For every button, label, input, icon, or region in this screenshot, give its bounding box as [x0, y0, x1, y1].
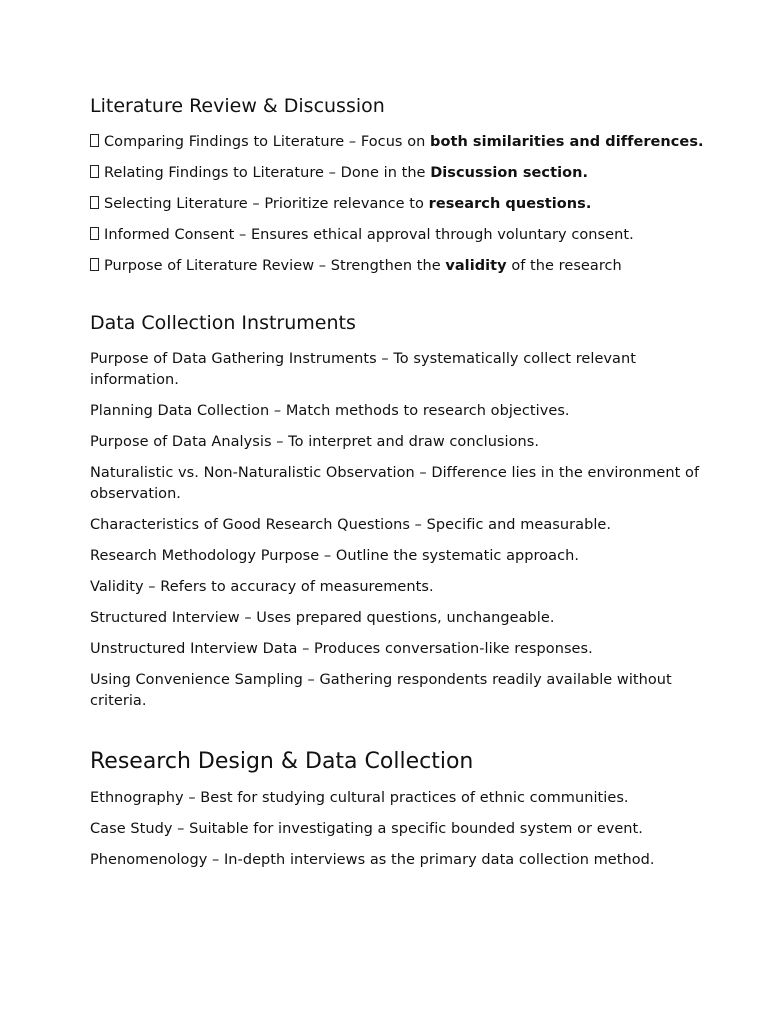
literature-item: [90, 194, 708, 215]
literature-item: [90, 256, 708, 277]
design-item: Phenomenology – In-depth interviews as the primary data collection method.: [90, 852, 655, 868]
instrument-item: Validity – Refers to accuracy of measurements.: [90, 579, 434, 595]
literature-item: [90, 163, 708, 184]
section-heading-research-design: Research Design & Data Collection: [90, 749, 474, 774]
instrument-item: Purpose of Data Gathering Instruments – To systematically collect relevant information.: [90, 351, 636, 388]
instrument-item: Purpose of Data Analysis – To interpret and draw conclusions.: [90, 434, 540, 450]
research-design-section: [90, 748, 708, 871]
literature-item: [90, 132, 708, 153]
literature-item: [90, 225, 708, 246]
literature-item-text: Informed Consent – Ensures ethical approval through voluntary consent.: [104, 227, 634, 243]
literature-item-emphasis: validity: [445, 258, 507, 274]
instrument-item: Unstructured Interview Data – Produces conversation-like responses.: [90, 641, 593, 657]
data-collection-instruments-section: [90, 311, 708, 712]
literature-item-text: Purpose of Literature Review – Strengthen the: [104, 258, 446, 274]
literature-item-text: Relating Findings to Literature – Done in the: [104, 165, 431, 181]
literature-item-emphasis: Discussion section.: [430, 165, 589, 181]
missing-glyph-icon: [90, 258, 99, 271]
literature-item-text: Selecting Literature – Prioritize relevance to: [104, 196, 429, 212]
instrument-item: Structured Interview – Uses prepared questions, unchangeable.: [90, 610, 555, 626]
missing-glyph-icon: [90, 196, 99, 209]
instrument-item: Using Convenience Sampling – Gathering respondents readily available without criteria.: [90, 672, 672, 709]
design-item: Ethnography – Best for studying cultural practices of ethnic communities.: [90, 790, 629, 806]
section-heading-data-collection-instruments: Data Collection Instruments: [90, 312, 356, 334]
missing-glyph-icon: [90, 165, 99, 178]
section-heading-literature-review: Literature Review & Discussion: [90, 95, 385, 117]
missing-glyph-icon: [90, 227, 99, 240]
instrument-item: Planning Data Collection – Match methods to research objectives.: [90, 403, 570, 419]
literature-item-text: Comparing Findings to Literature – Focus on: [104, 134, 431, 150]
literature-item-tail: of the research: [506, 258, 622, 274]
literature-item-emphasis: both similarities and differences.: [430, 134, 704, 150]
instrument-item: Research Methodology Purpose – Outline the systematic approach.: [90, 548, 580, 564]
missing-glyph-icon: [90, 134, 99, 147]
instrument-item: Naturalistic vs. Non-Naturalistic Observation – Difference lies in the environment of observation.: [90, 465, 700, 502]
literature-review-section: [90, 94, 708, 277]
instrument-item: Characteristics of Good Research Questions – Specific and measurable.: [90, 517, 612, 533]
literature-item-emphasis: research questions.: [428, 196, 592, 212]
design-item: Case Study – Suitable for investigating a specific bounded system or event.: [90, 821, 643, 837]
